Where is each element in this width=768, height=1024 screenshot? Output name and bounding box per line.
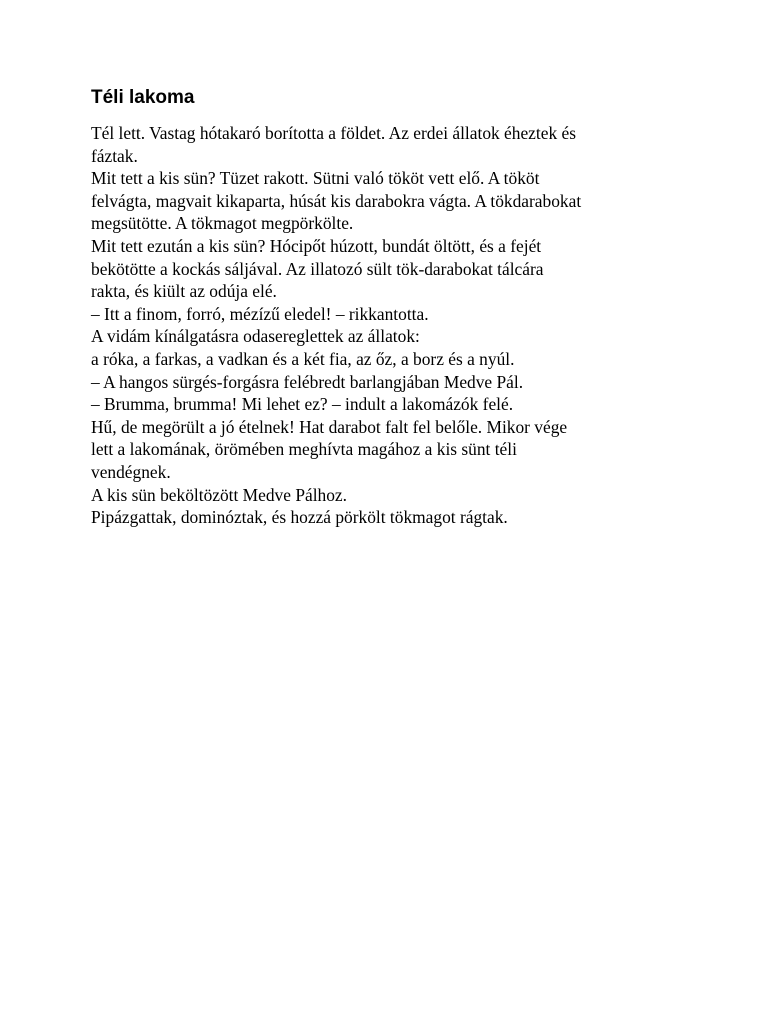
text-line: fáztak. — [91, 145, 138, 166]
text-line: Mit tett ezután a kis sün? Hócipőt húzott, bundát öltött, és a fejét — [91, 235, 542, 256]
story-text — [91, 122, 721, 529]
text-line: felvágta, magvait kikaparta, húsát kis darabokra vágta. A tökdarabokat — [91, 190, 582, 211]
text-line: vendégnek. — [91, 461, 171, 482]
text-line: Pipázgattak, dominóztak, és hozzá pörkölt tökmagot rágtak. — [91, 507, 508, 528]
document-page — [91, 84, 721, 529]
text-line: Tél lett. Vastag hótakaró borította a földet. Az erdei állatok éheztek és — [91, 123, 576, 143]
text-line: – Itt a finom, forró, mézízű eledel! – rikkantotta. — [91, 303, 429, 324]
text-line: bekötötte a kockás sáljával. Az illatozó sült tök-darabokat tálcára — [91, 258, 544, 279]
text-line: rakta, és kiült az odúja elé. — [91, 281, 277, 302]
document-title: Téli lakoma — [91, 87, 195, 108]
text-line: A vidám kínálgatásra odasereglettek az állatok: — [91, 326, 420, 347]
text-line: lett a lakomának, örömében meghívta magához a kis sünt téli — [91, 439, 517, 460]
text-line: megsütötte. A tökmagot megpörkölte. — [91, 213, 354, 234]
text-line: a róka, a farkas, a vadkan és a két fia, az őz, a borz és a nyúl. — [91, 348, 515, 369]
text-line: – A hangos sürgés-forgásra felébredt barlangjában Medve Pál. — [91, 371, 524, 392]
text-line: Hű, de megörült a jó ételnek! Hat darabot falt fel belőle. Mikor vége — [91, 416, 568, 437]
text-line: Mit tett a kis sün? Tüzet rakott. Sütni való tököt vett elő. A tököt — [91, 168, 540, 189]
text-line: – Brumma, brumma! Mi lehet ez? – indult a lakomázók felé. — [91, 394, 514, 415]
text-line: A kis sün beköltözött Medve Pálhoz. — [91, 484, 348, 505]
